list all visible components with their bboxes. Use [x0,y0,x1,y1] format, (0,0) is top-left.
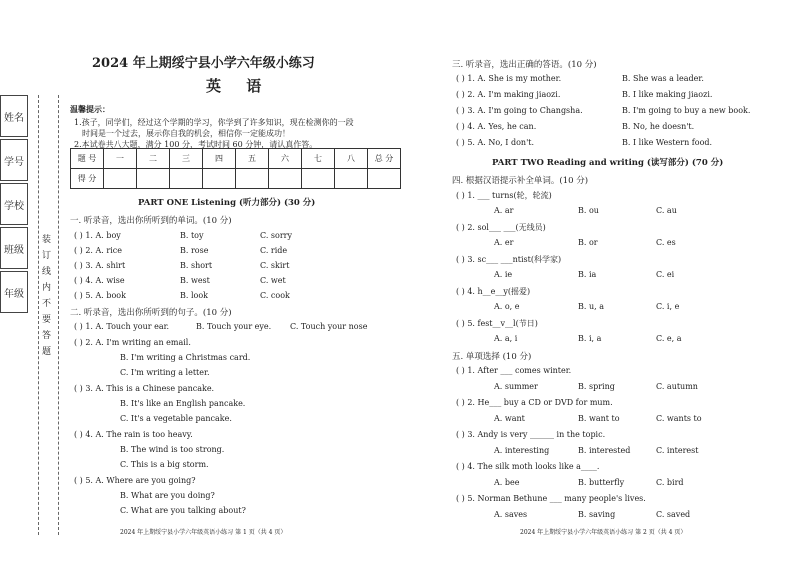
question-item: ( ) 3. Andy is very ______ in the topic. [456,430,606,439]
score-table [70,148,401,189]
question-item: ( ) 4. h__e__y(摇爱) [456,287,531,296]
option-b: B. She was a leader. [622,74,704,83]
option-a: A. ie [494,270,513,279]
option-c: C. bird [656,478,684,487]
option-b: B. interested [578,446,631,455]
option-b: B. I'm going to buy a new book. [622,106,751,115]
option-c: C. This is a big storm. [120,460,209,469]
question-item: ( ) 4. A. The rain is too heavy. [74,430,193,439]
option-c: C. saved [656,510,691,519]
question-item: ( ) 4. The silk moth looks like a____. [456,462,600,471]
score-cell: 三 [170,149,203,169]
option-c: C. e, a [656,334,682,343]
score-input-cell[interactable] [137,169,170,189]
option-b: B. I'm writing a Christmas card. [120,353,251,362]
score-cell: 四 [203,149,236,169]
option-c: C. Touch your nose [290,322,368,331]
binding-strip [0,95,30,315]
score-input-cell[interactable] [236,169,269,189]
score-input-cell[interactable] [368,169,401,189]
section-4-title: 四. 根据汉语提示补全单词。(10 分) [452,176,589,186]
tips-title: 温馨提示： [70,104,110,114]
side-label-text: 姓名 [4,112,24,124]
score-cell: 六 [269,149,302,169]
option-a: A. saves [494,510,528,519]
score-input-cell[interactable] [203,169,236,189]
page-footer: 2024 年上期绥宁县小学六年级英语小练习 第 1 页（共 4 页） [120,529,287,536]
option-b: B. spring [578,382,615,391]
option-b: B. want to [578,414,620,423]
score-cell: 得 分 [71,169,104,189]
question-item: ( ) 2. A. rice [74,246,122,255]
part-two-title: PART TWO Reading and writing (读写部分) (70 分) [492,158,724,168]
binding-line [38,95,39,535]
option-c: C. sorry [260,231,293,240]
question-item: ( ) 5. A. book [74,291,126,300]
question-item: ( ) 2. sol___ ___(无线员) [456,223,546,232]
option-b: B. rose [180,246,209,255]
score-cell: 总 分 [368,149,401,169]
option-b: B. look [180,291,209,300]
score-input-cell[interactable] [302,169,335,189]
option-b: B. toy [180,231,204,240]
score-cell: 题 号 [71,149,104,169]
option-c: C. es [656,238,676,247]
option-c: C. skirt [260,261,290,270]
page-title: 2024 年上期绥宁县小学六年级小练习 [92,56,315,71]
option-b: B. Touch your eye. [196,322,272,331]
option-b: B. I like making jiaozi. [622,90,713,99]
question-item: ( ) 3. sc___ ___ntist(科学家) [456,255,562,264]
tip-line: 时间是一个过去，展示你自我的机会，相信你一定能成功！ [82,129,290,138]
score-value-row [71,169,401,189]
option-b: B. ou [578,206,599,215]
option-c: C. wet [260,276,286,285]
side-label-text: 年级 [4,288,24,300]
option-a: A. want [494,414,525,423]
side-label-text: 学校 [4,200,24,212]
option-b: B. It's like an English pancake. [120,399,246,408]
question-item: ( ) 3. A. I'm going to Changsha. [456,106,583,115]
option-b: B. The wind is too strong. [120,445,225,454]
option-a: A. bee [494,478,520,487]
question-item: ( ) 1. A. She is my mother. [456,74,562,83]
option-a: A. o, e [494,302,520,311]
question-item: ( ) 1. ___ turns(轮，轮流) [456,191,552,200]
tip-line: 1.孩子，同学们，经过这个学期的学习，你学到了许多知识，现在检测你的一段 [74,118,354,127]
score-input-cell[interactable] [269,169,302,189]
question-item: ( ) 3. A. shirt [74,261,126,270]
tip-line: 2.本试卷共八大题，满分 100 分，考试时间 60 分钟，请认真作答。 [74,140,318,149]
side-label-name [0,95,28,137]
option-c: C. i, e [656,302,680,311]
option-c: C. au [656,206,677,215]
question-item: ( ) 5. Norman Bethune ___ many people's lives. [456,494,646,503]
question-item: ( ) 1. A. Touch your ear. [74,322,170,331]
option-b: B. u, a [578,302,604,311]
score-cell: 一 [104,149,137,169]
option-b: B. ia [578,270,597,279]
option-b: B. No, he doesn't. [622,122,695,131]
side-label-text: 学号 [4,156,24,168]
section-2-title: 二. 听录音，选出你所听到的句子。(10 分) [70,308,232,318]
option-c: C. I'm writing a letter. [120,368,210,377]
option-c: C. interest [656,446,699,455]
option-c: C. autumn [656,382,698,391]
question-item: ( ) 5. A. Where are you going? [74,476,196,485]
question-item: ( ) 4. A. wise [74,276,125,285]
option-b: B. butterfly [578,478,625,487]
option-c: C. ride [260,246,288,255]
subject-title: 英 语 [206,77,272,95]
option-c: C. cook [260,291,290,300]
option-a: A. interesting [494,446,550,455]
score-input-cell[interactable] [104,169,137,189]
question-item: ( ) 4. A. Yes, he can. [456,122,537,131]
score-input-cell[interactable] [170,169,203,189]
question-item: ( ) 2. A. I'm writing an email. [74,338,191,347]
option-a: A. a, i [494,334,518,343]
option-c: C. ei [656,270,675,279]
part-one-title: PART ONE Listening (听力部分) (30 分) [138,198,316,208]
option-c: C. What are you talking about? [120,506,246,515]
question-item: ( ) 1. After ___ comes winter. [456,366,572,375]
question-item: ( ) 3. A. This is a Chinese pancake. [74,384,215,393]
option-b: B. short [180,261,213,270]
side-label-class [0,227,28,269]
side-label-school [0,183,28,225]
question-item: ( ) 2. He___ buy a CD or DVD for mum. [456,398,613,407]
score-cell: 八 [335,149,368,169]
option-b: B. i, a [578,334,602,343]
option-b: B. I like Western food. [622,138,713,147]
question-item: ( ) 1. A. boy [74,231,121,240]
option-c: C. wants to [656,414,702,423]
score-header-row [71,149,401,169]
score-cell: 二 [137,149,170,169]
score-cell: 五 [236,149,269,169]
option-a: A. ar [494,206,514,215]
binding-warning: 装订线内不要答题 [42,235,52,357]
side-label-id [0,139,28,181]
option-b: B. What are you doing? [120,491,215,500]
option-a: A. er [494,238,514,247]
option-b: B. saving [578,510,616,519]
question-item: ( ) 5. A. No, I don't. [456,138,535,147]
option-c: C. It's a vegetable pancake. [120,414,232,423]
question-item: ( ) 5. fest__v__l(节日) [456,319,538,328]
score-cell: 七 [302,149,335,169]
page-footer: 2024 年上期绥宁县小学六年级英语小练习 第 2 页（共 4 页） [520,529,687,536]
option-b: B. west [180,276,210,285]
side-label-grade [0,271,28,313]
section-3-title: 三. 听录音，选出正确的答语。(10 分) [452,60,597,70]
side-label-text: 班级 [4,244,24,256]
section-5-title: 五. 单项选择 (10 分) [452,352,532,362]
score-input-cell[interactable] [335,169,368,189]
binding-line [58,95,59,535]
option-a: A. summer [494,382,538,391]
option-b: B. or [578,238,598,247]
section-1-title: 一. 听录音，选出你所听到的单词。(10 分) [70,216,232,226]
question-item: ( ) 2. A. I'm making jiaozi. [456,90,561,99]
